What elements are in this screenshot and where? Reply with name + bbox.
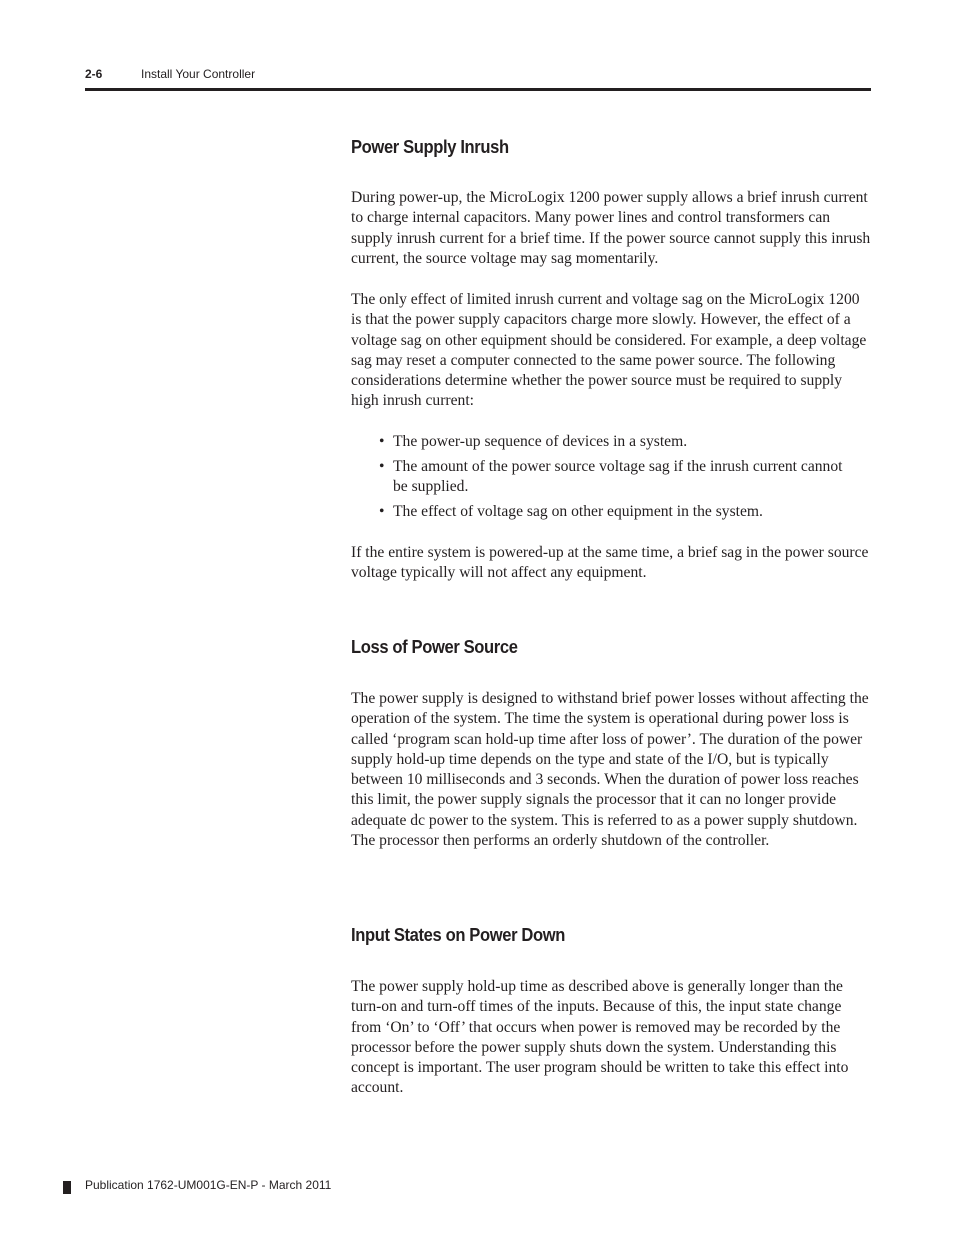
bullet-icon: • [379, 502, 385, 520]
section-title-input-states-on-power-down: Input States on Power Down [351, 925, 566, 945]
section-title-power-supply-inrush: Power Supply Inrush [351, 137, 509, 157]
list-item [377, 502, 857, 522]
inrush-closing-paragraph: If the entire system is powered-up at the same time, a brief sag in the power source voltage typically will not affect any equipment. [351, 544, 869, 582]
list-item [377, 432, 857, 452]
input-states-paragraph: The power supply hold-up time as described above is generally longer than the turn-on and turn-off times of the inputs. Because of this, the input state change from ‘On’ to ‘Off’ that occurs when power is removed may be recorded by the processor before the power supply shuts down the system. Understanding this concept is important. The user program should be written to take this effect into account. [351, 978, 849, 1097]
chapter-title: Install Your Controller [141, 67, 256, 81]
inrush-paragraph-1: During power-up, the MicroLogix 1200 power supply allows a brief inrush current to charge internal capacitors. Many power lines and control transformers can supply inrush current for a brief time. If the power source cannot supply this inrush current, the source voltage may sag momentarily. [351, 189, 871, 267]
list-item-text: The effect of voltage sag on other equipment in the system. [393, 502, 763, 520]
footer-marker [63, 1181, 71, 1194]
publication-footer: Publication 1762-UM001G-EN-P - March 2011 [85, 1178, 332, 1192]
list-item [377, 457, 857, 498]
list-item-text: The amount of the power source voltage sag if the inrush current cannot be supplied. [393, 457, 843, 496]
header-rule [85, 88, 871, 91]
page-number: 2-6 [85, 67, 103, 81]
inrush-paragraph-2: The only effect of limited inrush current and voltage sag on the MicroLogix 1200 is that the power supply capacitors charge more slowly. However, the effect of a voltage sag on other equipment should be considered. For example, a deep voltage sag may reset a computer connected to the same power source. The following considerations determine whether the power source must be required to supply high inrush current: [351, 291, 867, 410]
list-item-text: The power-up sequence of devices in a system. [393, 433, 688, 450]
section-title-loss-of-power-source: Loss of Power Source [351, 637, 518, 657]
inrush-considerations-list [377, 432, 857, 527]
bullet-icon: • [379, 433, 385, 450]
loss-of-power-paragraph: The power supply is designed to withstand brief power losses without affecting the operation of the system. The time the system is operational during power loss is called ‘program scan hold-up time after loss of power’. The duration of the power supply hold-up time depends on the type and state of the I/O, but is typically between 10 milliseconds and 3 seconds. When the duration of power loss reaches this limit, the power supply signals the processor that it can no longer provide adequate dc power to the system. This is referred to as a power supply shutdown. The processor then performs an orderly shutdown of the controller. [351, 690, 869, 850]
bullet-icon: • [379, 457, 385, 475]
running-header [85, 66, 256, 82]
